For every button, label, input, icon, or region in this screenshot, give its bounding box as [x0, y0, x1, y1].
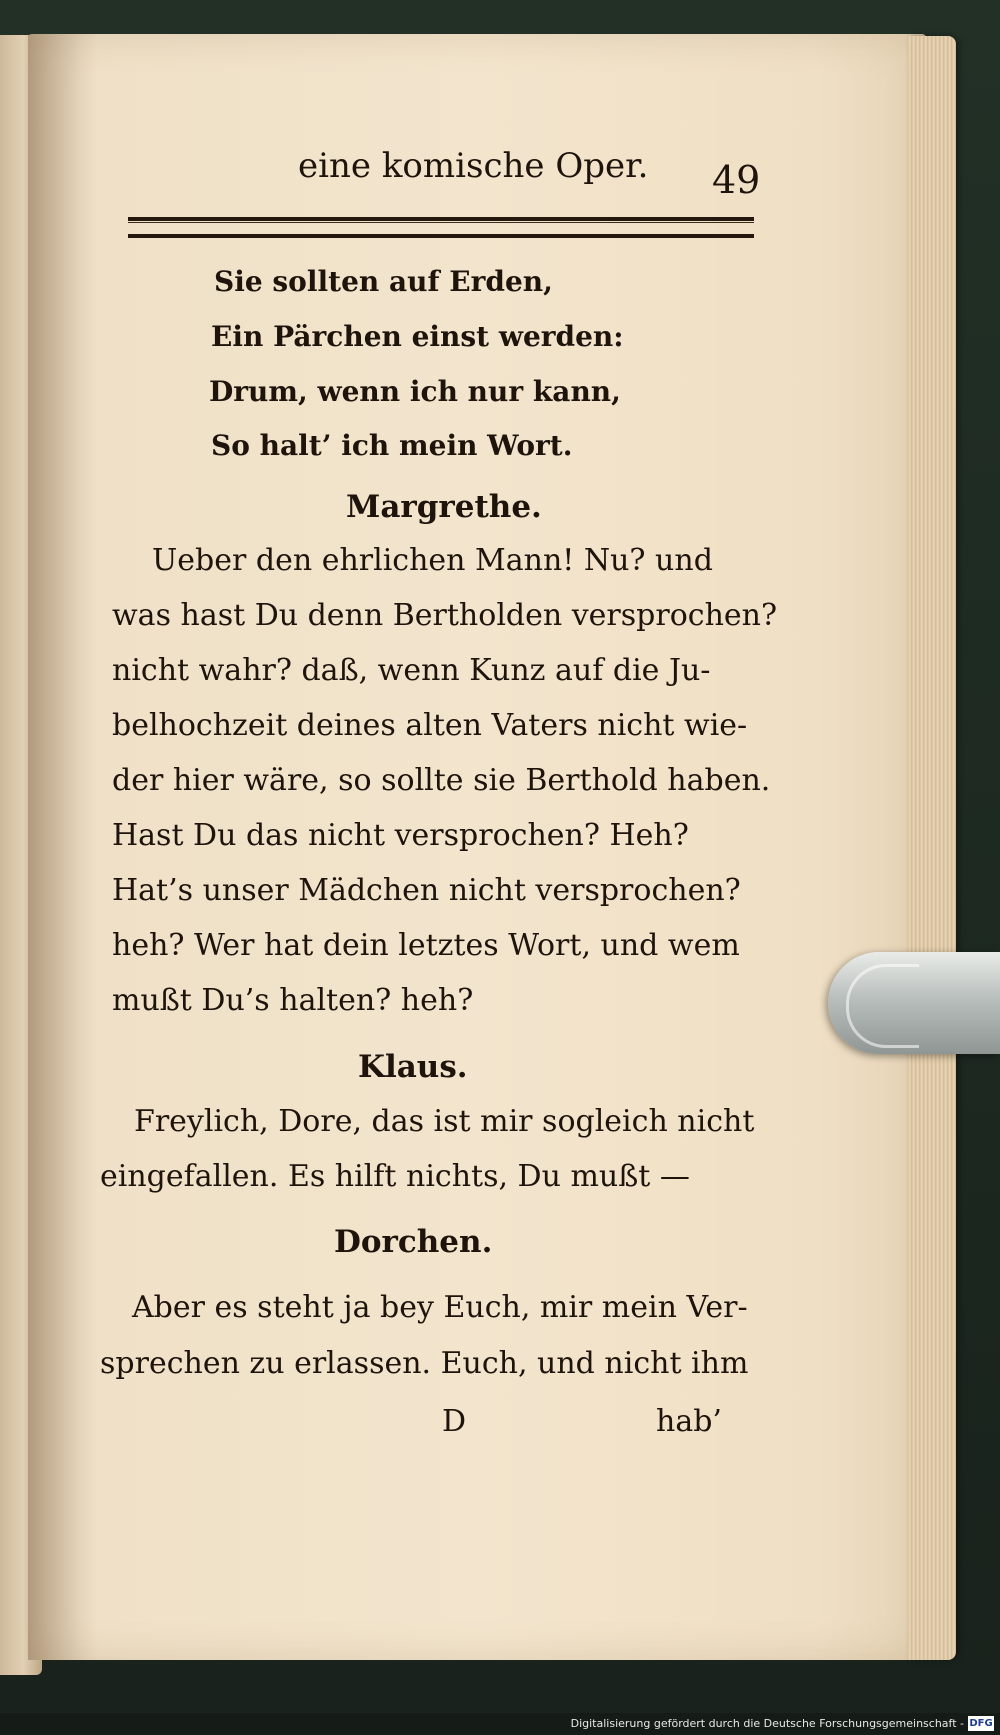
- dfg-logo: DFG: [969, 1718, 993, 1729]
- page-number: 49: [712, 158, 761, 202]
- catchword: hab’: [656, 1404, 722, 1439]
- dialogue-line: der hier wäre, so sollte sie Berthold haben.: [112, 763, 771, 798]
- dialogue-line: Freylich, Dore, das ist mir sogleich nicht: [134, 1104, 755, 1139]
- header-rule-inner: [128, 222, 754, 223]
- dialogue-line: Hast Du das nicht versprochen? Heh?: [112, 818, 689, 853]
- running-header: eine komische Oper.: [298, 146, 649, 186]
- speaker-name: Klaus.: [358, 1049, 468, 1085]
- verse-line: Ein Pärchen einst werden:: [211, 320, 624, 353]
- dialogue-line: was hast Du denn Bertholden versprochen?: [112, 598, 778, 633]
- verse-line: Drum, wenn ich nur kann,: [209, 375, 621, 408]
- funding-credit: Digitalisierung gefördert durch die Deutsche Forschungsgemeinschaft -: [570, 1717, 964, 1730]
- dialogue-line: belhochzeit deines alten Vaters nicht wie-: [112, 708, 748, 743]
- verse-line: Sie sollten auf Erden,: [214, 265, 553, 298]
- signature-mark: D: [442, 1404, 467, 1439]
- dialogue-line: Hat’s unser Mädchen nicht versprochen?: [112, 873, 741, 908]
- dialogue-line: sprechen zu erlassen. Euch, und nicht ihm: [100, 1346, 749, 1381]
- page-clip: [828, 952, 1000, 1054]
- dialogue-line: nicht wahr? daß, wenn Kunz auf die Ju-: [112, 653, 711, 688]
- header-rule: [128, 217, 754, 238]
- dialogue-line: Ueber den ehrlichen Mann! Nu? und: [152, 543, 713, 578]
- dialogue-line: heh? Wer hat dein letztes Wort, und wem: [112, 928, 740, 963]
- dialogue-line: eingefallen. Es hilft nichts, Du mußt —: [100, 1159, 690, 1194]
- verse-line: So halt’ ich mein Wort.: [211, 429, 573, 462]
- dialogue-line: Aber es steht ja bey Euch, mir mein Ver-: [132, 1290, 748, 1325]
- speaker-name: Margrethe.: [346, 489, 542, 525]
- speaker-name: Dorchen.: [334, 1224, 493, 1260]
- dialogue-line: mußt Du’s halten? heh?: [112, 983, 474, 1018]
